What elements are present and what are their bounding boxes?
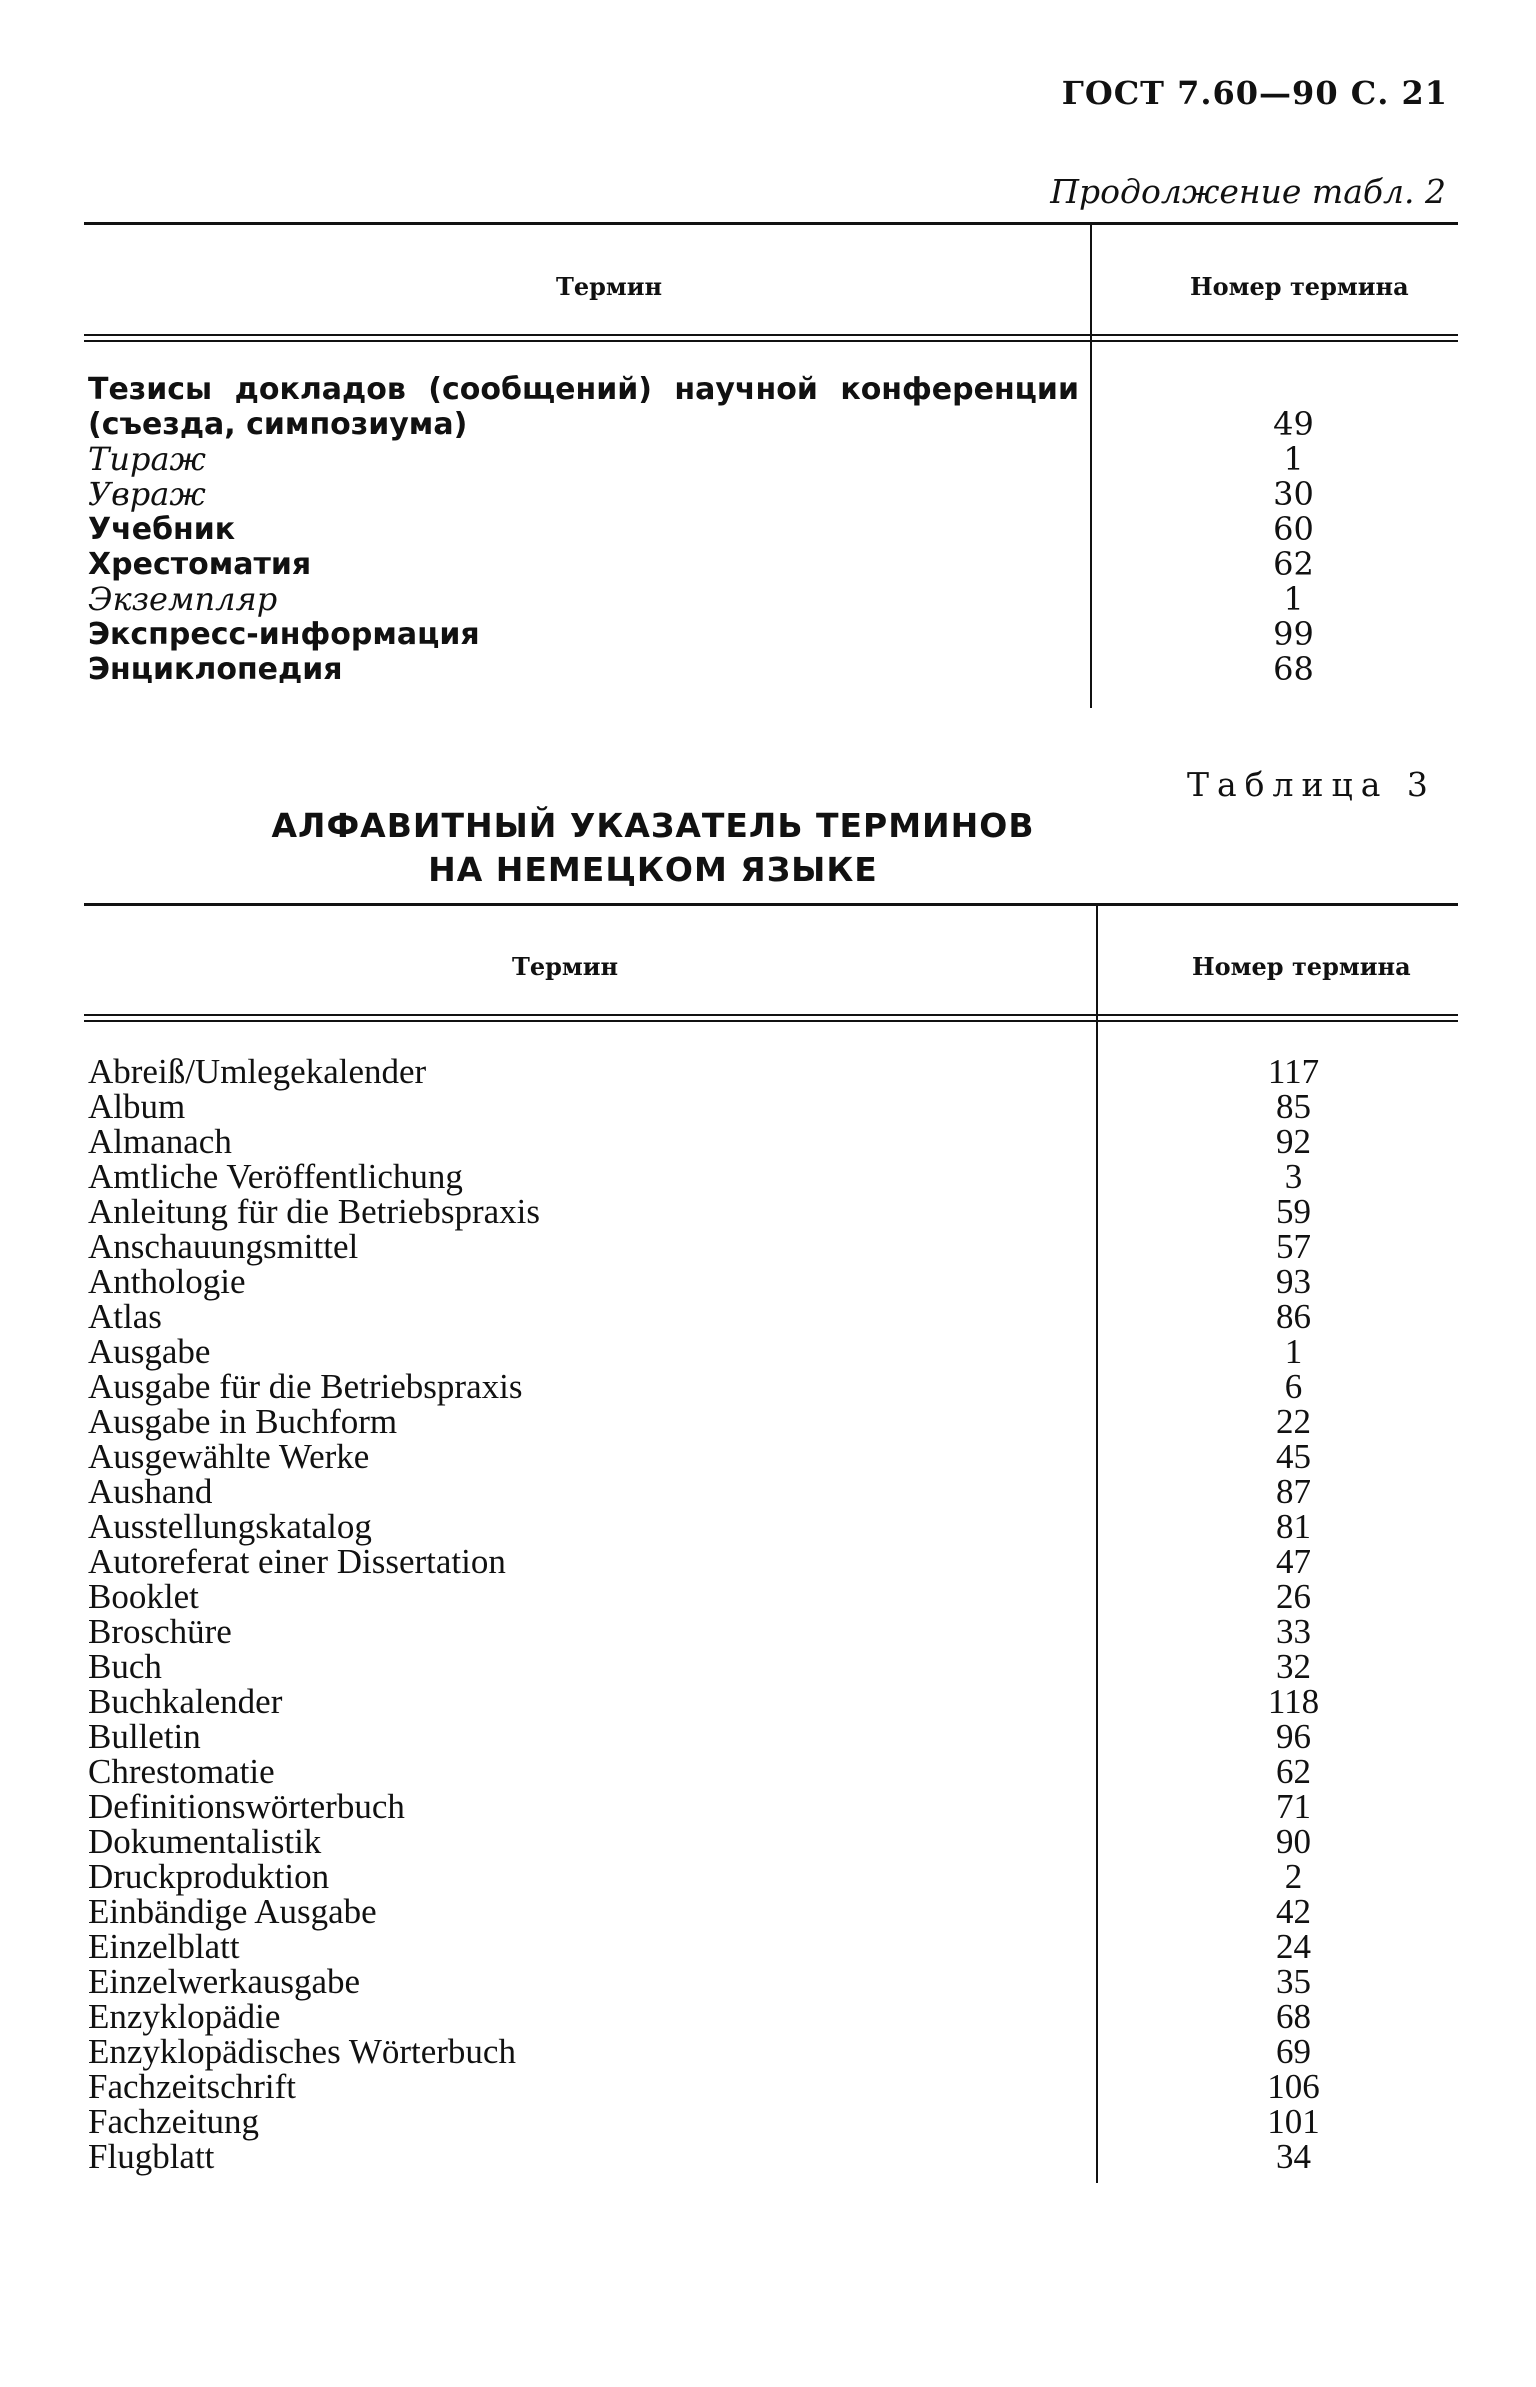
term-text: Druckproduktion xyxy=(88,1857,330,1896)
term-number: 59 xyxy=(1276,1192,1311,1231)
table-row xyxy=(84,512,1458,547)
term-text: Fachzeitschrift xyxy=(88,2067,296,2106)
term-number: 117 xyxy=(1267,1052,1320,1091)
term-text: Album xyxy=(88,1087,186,1126)
header-separator-double xyxy=(84,1020,1458,1022)
term-number: 87 xyxy=(1276,1472,1311,1511)
table-row xyxy=(84,1614,1458,1649)
term-number: 71 xyxy=(1276,1787,1311,1826)
table-row xyxy=(84,407,1458,442)
term-text: (съезда, симпозиума) xyxy=(88,407,468,442)
term-number: 90 xyxy=(1276,1822,1311,1861)
page-header: ГОСТ 7.60—90 С. 21 xyxy=(1061,74,1448,112)
term-number: 57 xyxy=(1276,1227,1311,1266)
table-row xyxy=(84,1334,1458,1369)
table-continuation-label: Продолжение табл. 2 xyxy=(1050,172,1446,211)
term-number: 45 xyxy=(1276,1437,1311,1476)
table-row xyxy=(84,1509,1458,1544)
term-text: Учебник xyxy=(88,512,236,547)
table-row xyxy=(84,1754,1458,1789)
table-row xyxy=(84,1999,1458,2034)
table-row xyxy=(84,2104,1458,2139)
table-row xyxy=(84,2034,1458,2069)
table-row xyxy=(84,1649,1458,1684)
table-row xyxy=(84,1194,1458,1229)
term-number: 60 xyxy=(1273,510,1314,548)
term-number: 62 xyxy=(1276,1752,1311,1791)
table-row xyxy=(84,1544,1458,1579)
header-separator xyxy=(84,334,1458,336)
term-text: Einbändige Ausgabe xyxy=(88,1892,377,1931)
term-text: Atlas xyxy=(88,1297,162,1336)
term-text: Einzelblatt xyxy=(88,1927,240,1966)
table-row xyxy=(84,442,1458,477)
term-number: 34 xyxy=(1276,2137,1311,2176)
term-number: 1 xyxy=(1283,440,1304,478)
table-row xyxy=(84,1474,1458,1509)
term-number: 86 xyxy=(1276,1297,1311,1336)
table-row xyxy=(84,1894,1458,1929)
term-text: Buch xyxy=(88,1647,162,1686)
term-text: Autoreferat einer Dissertation xyxy=(88,1542,506,1581)
table-row xyxy=(84,1054,1458,1089)
table-row xyxy=(84,1579,1458,1614)
term-text: Энциклопедия xyxy=(88,652,343,687)
term-number: 6 xyxy=(1284,1367,1303,1406)
table-row xyxy=(84,1159,1458,1194)
term-text: Amtliche Veröffentlichung xyxy=(88,1157,463,1196)
term-number: 26 xyxy=(1276,1577,1311,1616)
table-3-rows xyxy=(84,1054,1458,2174)
table-2-rows xyxy=(84,372,1458,687)
term-number: 93 xyxy=(1276,1262,1311,1301)
table-3 xyxy=(84,903,1458,2183)
column-header-term: Термин xyxy=(556,272,663,301)
term-text: Chrestomatie xyxy=(88,1752,275,1791)
table-row xyxy=(84,1929,1458,1964)
table-row xyxy=(84,1264,1458,1299)
term-number: 49 xyxy=(1273,405,1314,443)
table-3-label: Таблица 3 xyxy=(1187,765,1436,804)
term-number: 3 xyxy=(1284,1157,1303,1196)
term-text: Ausgabe für die Betriebspraxis xyxy=(88,1367,523,1406)
term-number: 96 xyxy=(1276,1717,1311,1756)
term-text: Ausgewählte Werke xyxy=(88,1437,370,1476)
term-number: 85 xyxy=(1276,1087,1311,1126)
term-text: Almanach xyxy=(88,1122,232,1161)
table-top-border xyxy=(84,222,1458,225)
term-number: 22 xyxy=(1276,1402,1311,1441)
table-row xyxy=(84,1964,1458,1999)
term-text: Anschauungsmittel xyxy=(88,1227,359,1266)
term-text: Broschüre xyxy=(88,1612,232,1651)
table-row xyxy=(84,547,1458,582)
term-number: 1 xyxy=(1283,580,1304,618)
term-number: 69 xyxy=(1276,2032,1311,2071)
term-text: Хрестоматия xyxy=(88,547,312,582)
term-number: 99 xyxy=(1273,615,1314,653)
term-number: 81 xyxy=(1276,1507,1311,1546)
term-text: Экспресс-информация xyxy=(88,617,480,652)
term-text: Тираж xyxy=(88,440,206,478)
table-row xyxy=(84,1789,1458,1824)
term-text: Anleitung für die Betriebspraxis xyxy=(88,1192,540,1231)
table-row xyxy=(84,582,1458,617)
term-text: Enzyklopädie xyxy=(88,1997,281,2036)
table-3-title-line-1: АЛФАВИТНЫЙ УКАЗАТЕЛЬ ТЕРМИНОВ xyxy=(271,806,1035,845)
term-number: 62 xyxy=(1273,545,1314,583)
table-row xyxy=(84,1229,1458,1264)
table-row xyxy=(84,652,1458,687)
table-row xyxy=(84,2139,1458,2174)
term-number: 101 xyxy=(1267,2102,1320,2141)
table-3-title-line-2: НА НЕМЕЦКОМ ЯЗЫКЕ xyxy=(428,850,878,889)
table-row xyxy=(84,1824,1458,1859)
term-text: Definitionswörterbuch xyxy=(88,1787,405,1826)
table-2 xyxy=(84,222,1458,708)
term-text: Dokumentalistik xyxy=(88,1822,322,1861)
term-number: 106 xyxy=(1267,2067,1320,2106)
table-row xyxy=(84,1404,1458,1439)
table-row xyxy=(84,1859,1458,1894)
term-text: Anthologie xyxy=(88,1262,246,1301)
term-number: 1 xyxy=(1284,1332,1303,1371)
table-row xyxy=(84,477,1458,512)
term-text: Fachzeitung xyxy=(88,2102,260,2141)
table-row xyxy=(84,372,1458,407)
term-number: 32 xyxy=(1276,1647,1311,1686)
term-number: 118 xyxy=(1267,1682,1320,1721)
table-row xyxy=(84,1299,1458,1334)
term-number: 42 xyxy=(1276,1892,1311,1931)
term-text: Экземпляр xyxy=(88,580,278,618)
table-row xyxy=(84,2069,1458,2104)
table-3-title xyxy=(0,804,1536,892)
term-text: Bulletin xyxy=(88,1717,201,1756)
term-text: Увраж xyxy=(88,475,206,513)
term-text: Тезисы докладов (сообщений) научной конференции xyxy=(88,372,1079,407)
term-number: 2 xyxy=(1284,1857,1303,1896)
column-header-number: Номер термина xyxy=(1190,272,1409,301)
table-row xyxy=(84,1719,1458,1754)
column-header-term: Термин xyxy=(512,952,619,981)
term-text: Flugblatt xyxy=(88,2137,215,2176)
term-text: Aushand xyxy=(88,1472,213,1511)
table-top-border xyxy=(84,903,1458,906)
term-number: 30 xyxy=(1273,475,1314,513)
term-number: 33 xyxy=(1276,1612,1311,1651)
table-row xyxy=(84,1369,1458,1404)
table-row xyxy=(84,1124,1458,1159)
term-number: 47 xyxy=(1276,1542,1311,1581)
table-row xyxy=(84,1439,1458,1474)
term-number: 92 xyxy=(1276,1122,1311,1161)
header-separator xyxy=(84,1014,1458,1016)
header-separator-double xyxy=(84,340,1458,342)
term-number: 24 xyxy=(1276,1927,1311,1966)
table-row xyxy=(84,1684,1458,1719)
term-text: Ausstellungskatalog xyxy=(88,1507,372,1546)
table-row xyxy=(84,1089,1458,1124)
term-number: 68 xyxy=(1273,650,1314,688)
column-header-number: Номер термина xyxy=(1192,952,1411,981)
term-text: Enzyklopädisches Wörterbuch xyxy=(88,2032,516,2071)
term-text: Ausgabe xyxy=(88,1332,211,1371)
term-text: Booklet xyxy=(88,1577,199,1616)
table-row xyxy=(84,617,1458,652)
term-number: 35 xyxy=(1276,1962,1311,2001)
term-text: Ausgabe in Buchform xyxy=(88,1402,398,1441)
term-text: Einzelwerkausgabe xyxy=(88,1962,361,2001)
term-number: 68 xyxy=(1276,1997,1311,2036)
term-text: Buchkalender xyxy=(88,1682,283,1721)
term-text: Abreiß/Umlegekalender xyxy=(88,1052,427,1091)
